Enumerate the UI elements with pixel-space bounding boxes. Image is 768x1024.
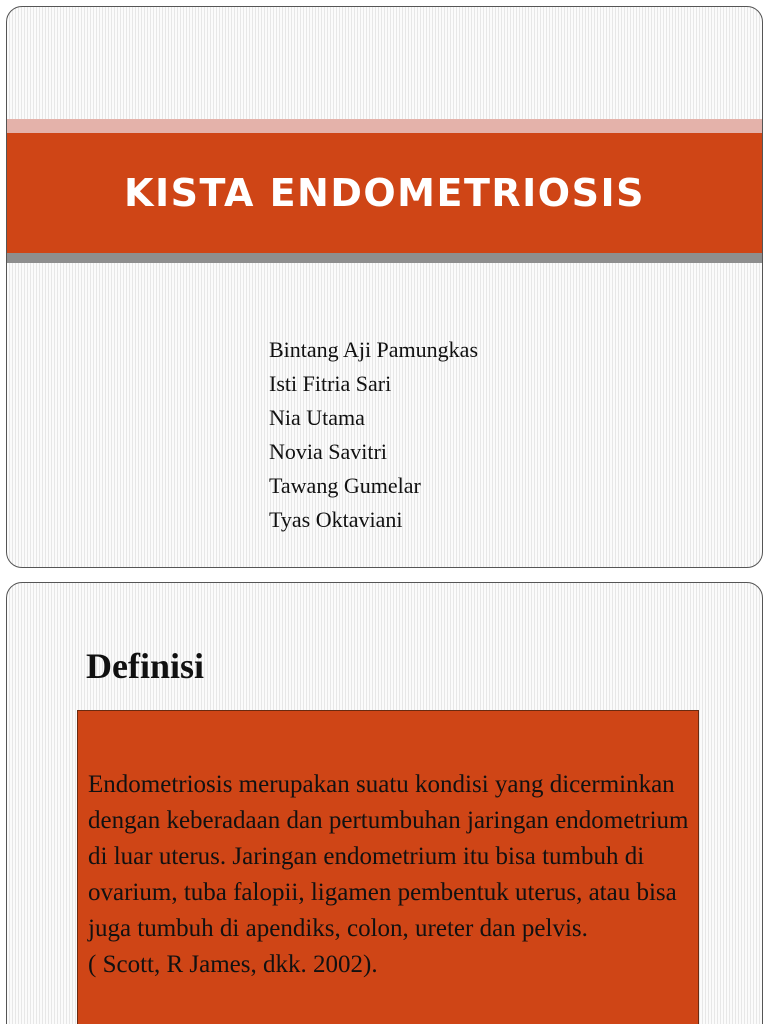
definition-box [77, 710, 699, 1024]
definition-citation: ( Scott, R James, dkk. 2002). [88, 951, 378, 978]
title-top-stripe [7, 119, 762, 133]
section-heading: Definisi [86, 646, 205, 686]
author-name: Bintang Aji Pamungkas [269, 337, 478, 362]
author-name: Nia Utama [269, 405, 365, 430]
author-name: Novia Savitri [269, 439, 387, 464]
author-name: Tawang Gumelar [269, 473, 421, 498]
author-name: Isti Fitria Sari [269, 371, 392, 396]
definition-body: Endometriosis merupakan suatu kondisi yang dicerminkan dengan keberadaan dan pertumbuhan jaringan endometrium di luar uterus. Jaringan endometrium itu bisa tumbuh di ovarium, tuba falopii, ligamen pembentuk uterus, atau bisa juga tumbuh di apendiks, colon, ureter dan pelvis. [88, 771, 689, 942]
title-bottom-stripe [7, 253, 762, 263]
definition-slide [6, 582, 763, 1024]
definition-text [88, 767, 690, 983]
title-slide [6, 6, 763, 568]
author-list [269, 333, 478, 537]
slide-title: KISTA ENDOMETRIOSIS [124, 171, 645, 215]
author-name: Tyas Oktaviani [269, 507, 403, 532]
title-band [7, 133, 762, 253]
